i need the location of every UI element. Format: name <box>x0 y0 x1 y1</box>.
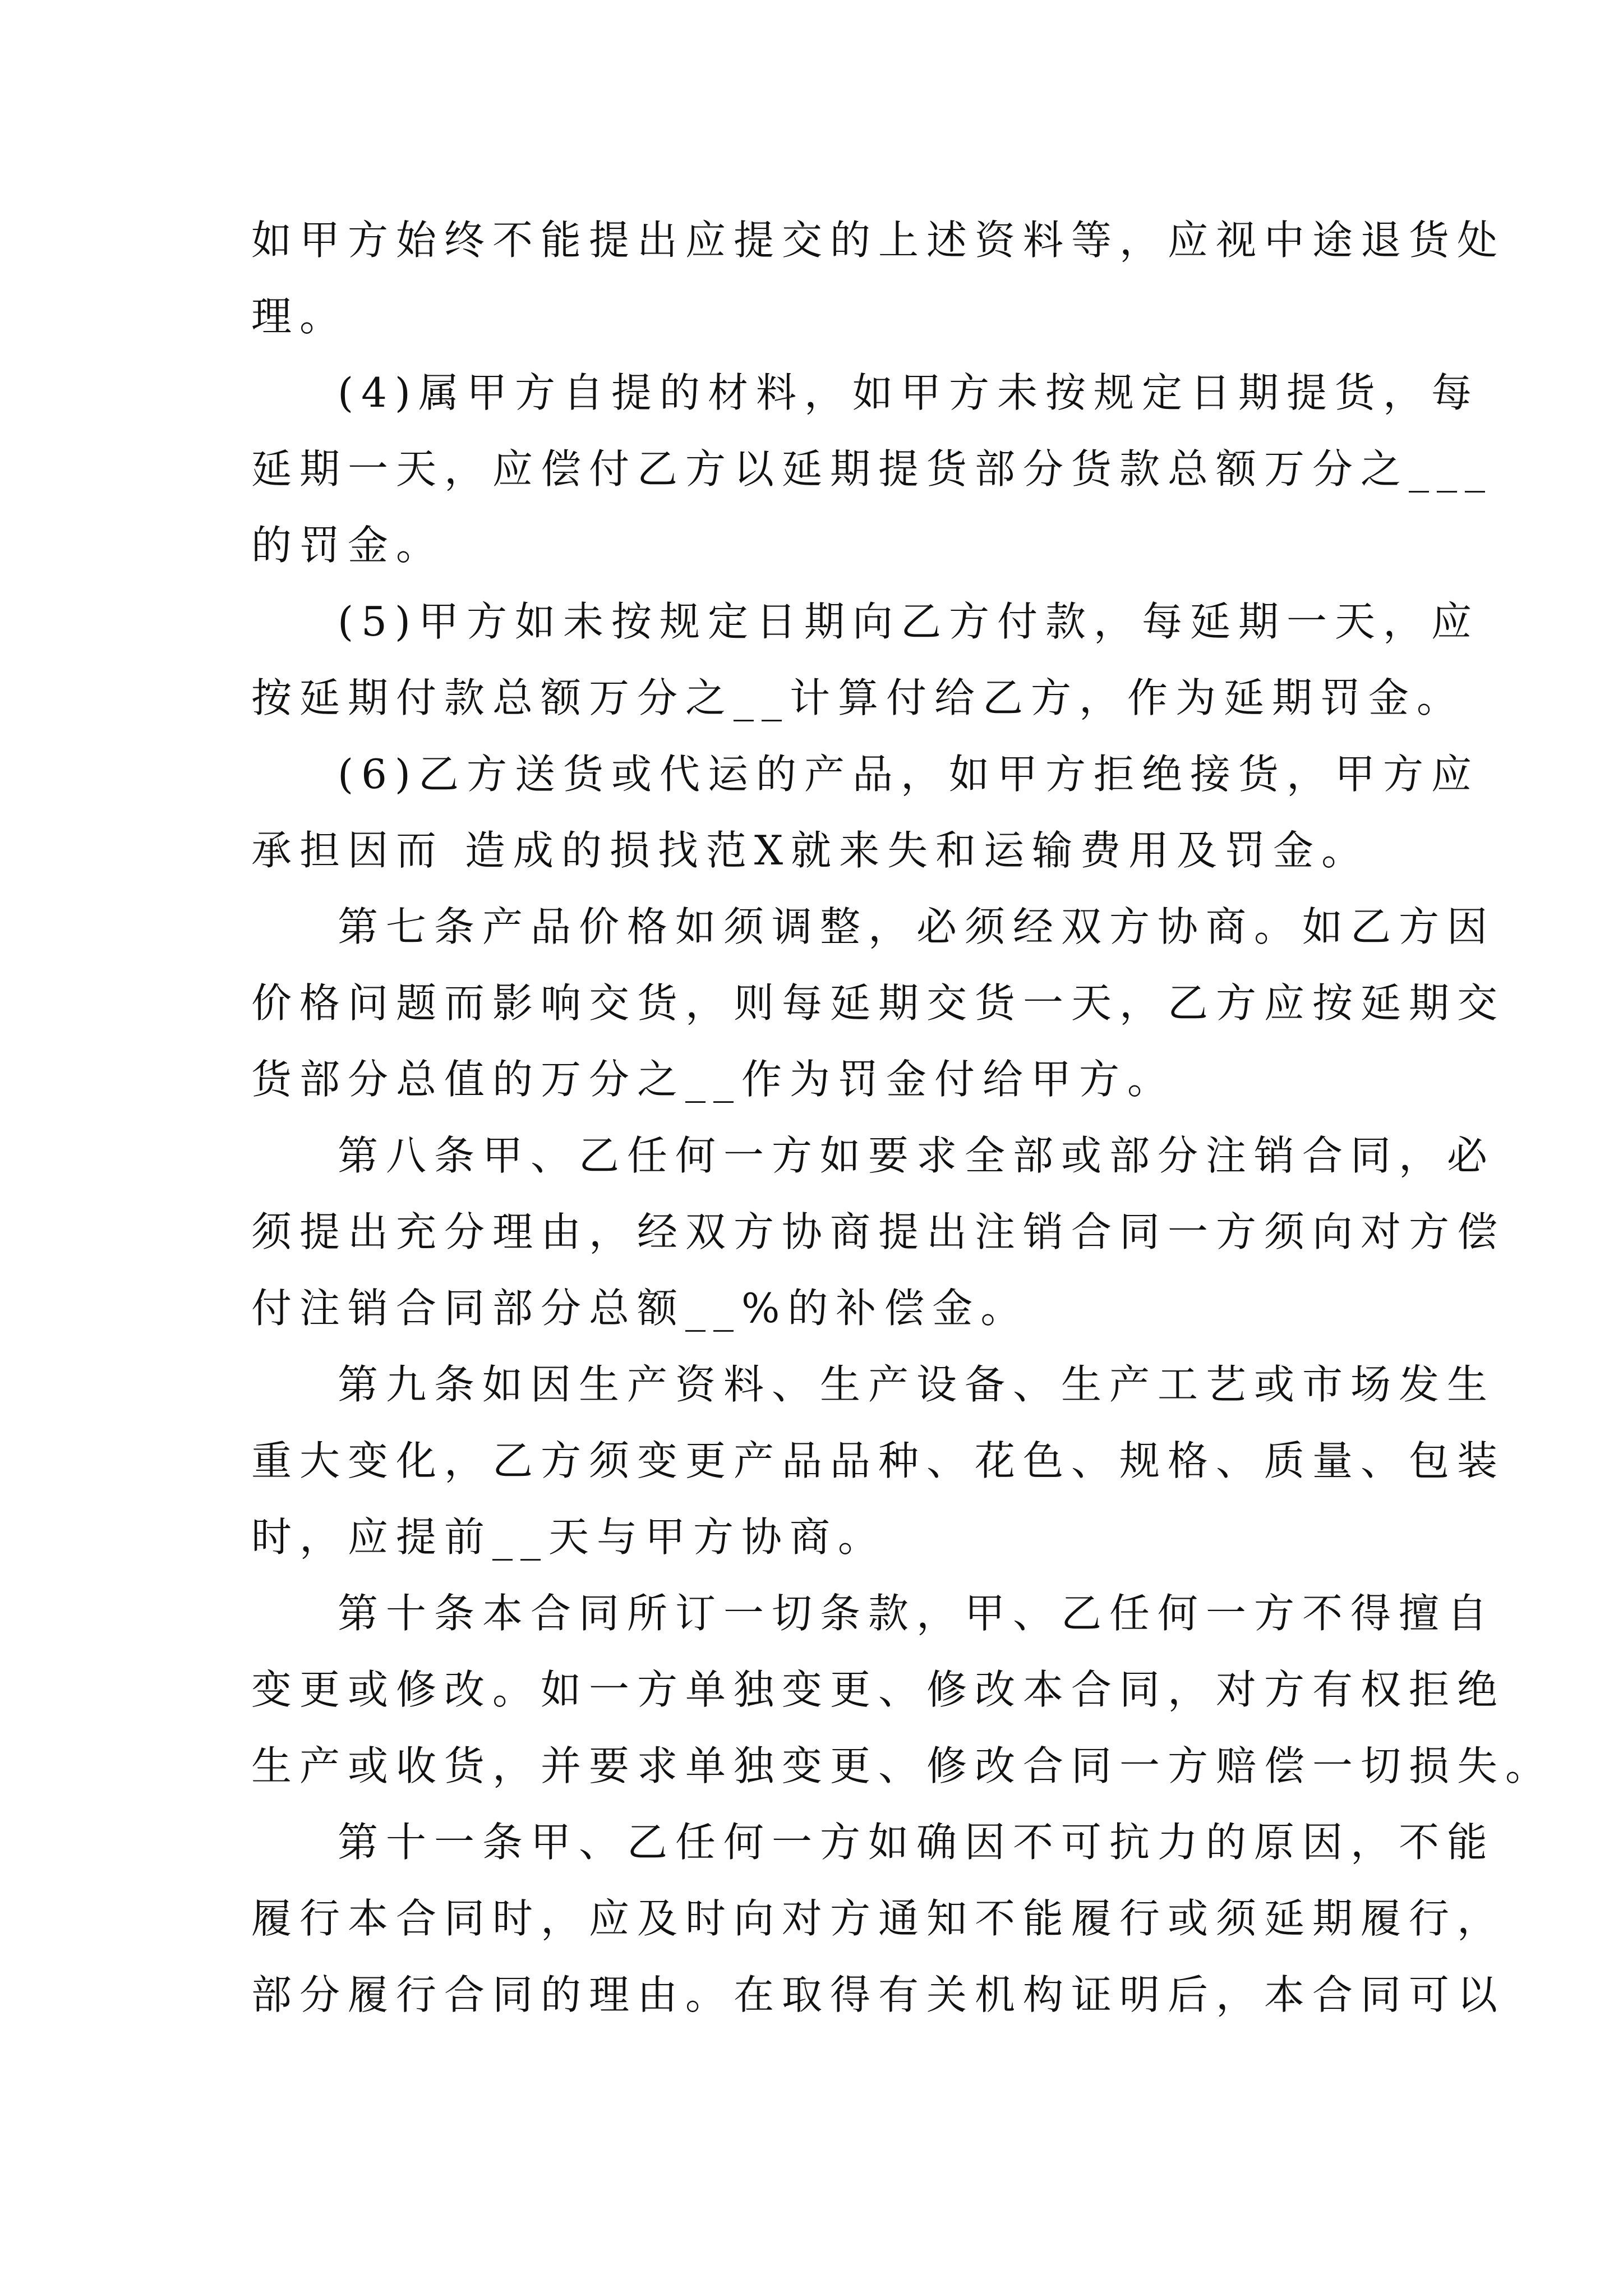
text-line: (5)甲方如未按规定日期向乙方付款，每延期一天，应 <box>338 598 1479 645</box>
text-line: 价格问题而影响交货，则每延期交货一天，乙方应按延期交 <box>251 979 1506 1027</box>
text-line: 付注销合同部分总额__%的补偿金。 <box>251 1285 1029 1332</box>
text-line: (4)属甲方自提的材料，如甲方未按规定日期提货，每 <box>338 369 1479 416</box>
text-line: (6)乙方送货或代运的产品，如甲方拒绝接货，甲方应 <box>338 751 1479 798</box>
text-line: 须提出充分理由，经双方协商提出注销合同一方须向对方偿 <box>251 1208 1506 1255</box>
text-line: 按延期付款总额万分之__计算付给乙方，作为延期罚金。 <box>251 674 1465 721</box>
text-line: 的罚金。 <box>251 522 445 569</box>
text-line: 变更或修改。如一方单独变更、修改本合同，对方有权拒绝 <box>251 1666 1506 1713</box>
text-line: 第十条本合同所订一切条款，甲、乙任何一方不得擅自 <box>338 1590 1496 1637</box>
document-page <box>251 202 1554 2033</box>
text-line: 承担因而 造成的损找范X就来失和运输费用及罚金。 <box>251 827 1370 874</box>
text-line: 如甲方始终不能提出应提交的上述资料等，应视中途退货处 <box>251 217 1506 264</box>
text-line: 货部分总值的万分之__作为罚金付给甲方。 <box>251 1056 1176 1103</box>
text-line: 履行本合同时，应及时向对方通知不能履行或须延期履行， <box>251 1895 1506 1942</box>
text-line: 第九条如因生产资料、生产设备、生产工艺或市场发生 <box>338 1361 1496 1408</box>
text-line: 生产或收货，并要求单独变更、修改合同一方赔偿一切损失。 <box>251 1742 1554 1789</box>
text-line: 部分履行合同的理由。在取得有关机构证明后，本合同可以 <box>251 1971 1506 2018</box>
text-line: 第八条甲、乙任何一方如要求全部或部分注销合同，必 <box>338 1132 1496 1179</box>
text-line: 重大变化，乙方须变更产品品种、花色、规格、质量、包装 <box>251 1437 1506 1484</box>
text-line: 延期一天，应偿付乙方以延期提货部分货款总额万分之___ <box>251 445 1493 493</box>
text-line: 时，应提前__天与甲方协商。 <box>251 1513 887 1561</box>
text-line: 第十一条甲、乙任何一方如确因不可抗力的原因，不能 <box>338 1819 1496 1866</box>
text-line: 理。 <box>251 293 348 340</box>
text-line: 第七条产品价格如须调整，必须经双方协商。如乙方因 <box>338 903 1496 950</box>
